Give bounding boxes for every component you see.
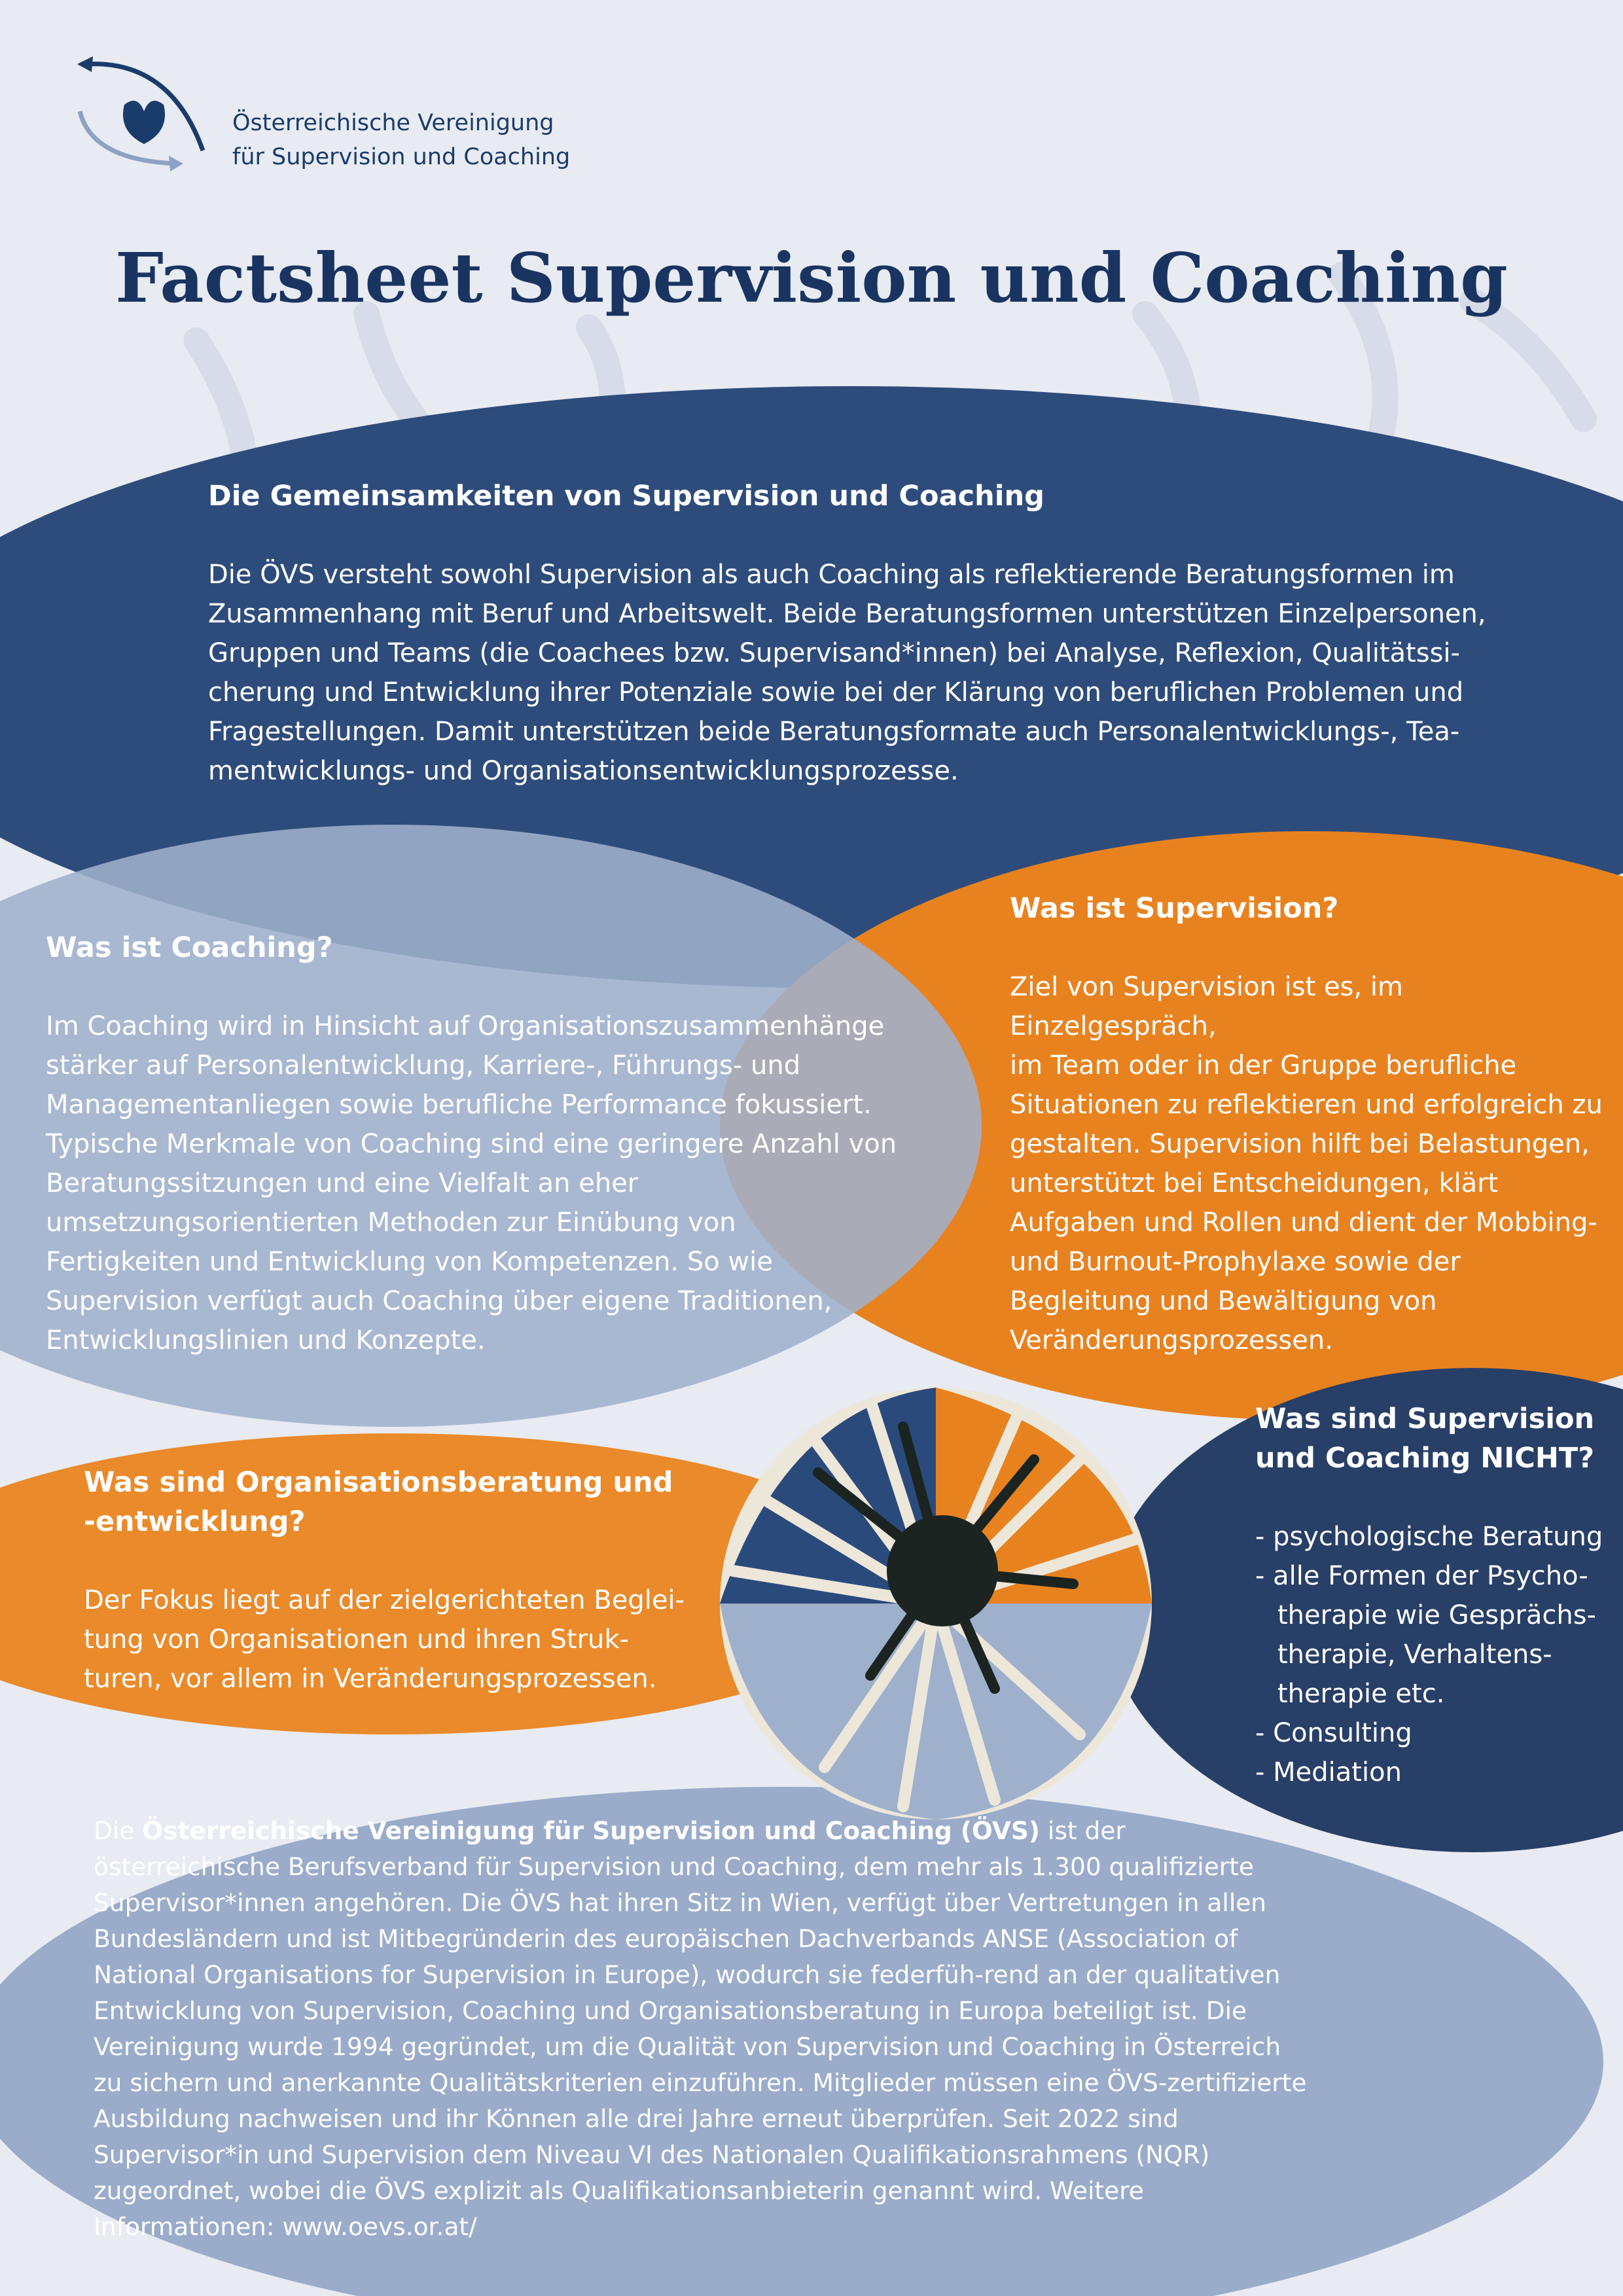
- common-line: cherung und Entwicklung ihrer Potenziale sowie bei der Klärung von beruflichen Problemen und: [208, 677, 1464, 708]
- coaching-line: Supervision verfügt auch Coaching über eigene Traditionen,: [46, 1286, 832, 1316]
- org-consulting-heading: [84, 1463, 692, 1541]
- footer-org-name: Österreichische Vereinigung für Supervision und Coaching (ÖVS): [142, 1816, 1040, 1845]
- org-consulting-body: [84, 1581, 692, 1698]
- org-consulting-section: [84, 1463, 692, 1698]
- footer-text: ist der österreichische Berufsverband für Supervision und Coaching, dem mehr als 1.300 qualifizierte Supervisor*innen angehören. Die ÖVS hat ihren Sitz in Wien, verfügt über Vertretungen in allen Bundesländern und ist Mitbegründerin des europäischen Dachverbands ANSE (Association of National Organisations for Supervision in Europe), wodurch sie federfüh-rend an der qualitativen Entwicklung von Supervision, Coaching und Organisationsberatung in Europa beteiligt ist. Die Vereinigung wurde 1994 gegründet, um die Qualität von Supervision und Coaching in Österreich zu sichern und anerkannte Qualitätskriterien einzuführen. Mitglieder müssen eine ÖVS-zertifizierte Ausbildung nachweisen und ihr Können alle drei Jahre erneut überprüfen. Seit 2022 sind Supervisor*in und Supervision dem Niveau VI des Nationalen Qualifikationsrahmens (NQR) zugeordnet, wobei die ÖVS explizit als Qualifikationsanbieterin genannt wird. Weitere Informationen: www.oevs.or.at/: [94, 1816, 1307, 2241]
- common-heading: Die Gemeinsamkeiten von Supervision und Coaching: [208, 480, 1044, 512]
- not-heading-line2: und Coaching NICHT?: [1255, 1442, 1595, 1475]
- supervision-body: [1010, 967, 1612, 1360]
- supervision-line: Begleitung und Bewältigung von: [1010, 1286, 1437, 1316]
- supervision-heading: Was ist Supervision?: [1010, 892, 1339, 925]
- not-list: [1255, 1517, 1609, 1792]
- coaching-line: Fertigkeiten und Entwicklung von Kompetenzen. So wie: [46, 1247, 773, 1277]
- coaching-section: [46, 928, 962, 1360]
- footer-paragraph: [94, 1813, 1311, 2245]
- org-consulting-line: turen, vor allem in Veränderungsprozessen.: [84, 1664, 657, 1694]
- common-line: Fragestellungen. Damit unterstützen beide Beratungsformate auch Personalentwicklungs-, Tea-: [208, 717, 1460, 747]
- supervision-line: gestalten. Supervision hilft bei Belastungen,: [1010, 1129, 1590, 1159]
- supervision-line: unterstützt bei Entscheidungen, klärt: [1010, 1168, 1499, 1198]
- common-line: Gruppen und Teams (die Coachees bzw. Supervisand*innen) bei Analyse, Reflexion, Qualitätssi-: [208, 638, 1460, 668]
- coaching-line: Typische Merkmale von Coaching sind eine geringere Anzahl von: [46, 1129, 897, 1159]
- common-line: Die ÖVS versteht sowohl Supervision als auch Coaching als reflektierende Beratungsformen im: [208, 560, 1455, 590]
- org-consulting-line: Der Fokus liegt auf der zielgerichteten Beglei-: [84, 1585, 685, 1615]
- supervision-line: Situationen zu reflektieren und erfolgreich zu: [1010, 1090, 1603, 1120]
- not-heading: [1255, 1399, 1609, 1478]
- coaching-body: [46, 1007, 962, 1360]
- footer-intro: Die: [94, 1816, 143, 1845]
- not-section: [1255, 1399, 1609, 1792]
- coaching-line: Im Coaching wird in Hinsicht auf Organisationszusammenhänge: [46, 1011, 885, 1041]
- org-consulting-line: tung von Organisationen und ihren Struk-: [84, 1624, 629, 1655]
- common-line: mentwicklungs- und Organisationsentwicklungsprozesse.: [208, 756, 959, 786]
- org-consulting-heading-line1: Was sind Organisationsberatung und: [84, 1466, 673, 1499]
- coaching-line: stärker auf Personalentwicklung, Karriere-, Führungs- und: [46, 1050, 801, 1081]
- list-item: - alle Formen der Psycho- therapie wie Gesprächs- therapie, Verhaltens- therapie etc.: [1255, 1556, 1609, 1713]
- ovs-logo-icon: [72, 52, 216, 183]
- org-consulting-heading-line2: -entwicklung?: [84, 1505, 306, 1538]
- not-heading-line1: Was sind Supervision: [1255, 1403, 1595, 1435]
- supervision-section: [1010, 889, 1612, 1360]
- list-item: - psychologische Beratung: [1255, 1517, 1609, 1556]
- common-section: [208, 476, 1517, 791]
- supervision-line: Veränderungsprozessen.: [1010, 1325, 1333, 1355]
- supervision-line: im Team oder in der Gruppe berufliche: [1010, 1050, 1517, 1081]
- coaching-heading: Was ist Coaching?: [46, 931, 333, 964]
- org-name: [232, 106, 573, 174]
- coaching-line: Entwicklungslinien und Konzepte.: [46, 1325, 486, 1355]
- supervision-line: Ziel von Supervision ist es, im Einzelgespräch,: [1010, 972, 1403, 1041]
- common-body: [208, 555, 1517, 791]
- page-title: Factsheet Supervision und Coaching: [115, 238, 1508, 318]
- list-item: - Consulting: [1255, 1713, 1609, 1753]
- common-line: Zusammenhang mit Beruf und Arbeitswelt. Beide Beratungsformen unterstützen Einzelpersonen,: [208, 599, 1486, 629]
- list-item: - Mediation: [1255, 1753, 1609, 1792]
- org-name-line1: Österreichische Vereinigung: [232, 110, 554, 136]
- tree-emblem-icon: [720, 1388, 1152, 1820]
- supervision-line: und Burnout-Prophylaxe sowie der: [1010, 1247, 1461, 1277]
- supervision-line: Aufgaben und Rollen und dient der Mobbing-: [1010, 1208, 1597, 1238]
- coaching-line: Beratungssitzungen und eine Vielfalt an eher: [46, 1168, 639, 1198]
- org-name-line2: für Supervision und Coaching: [232, 144, 571, 170]
- coaching-line: umsetzungsorientierten Methoden zur Einübung von: [46, 1208, 736, 1238]
- coaching-line: Managementanliegen sowie berufliche Performance fokussiert.: [46, 1090, 872, 1120]
